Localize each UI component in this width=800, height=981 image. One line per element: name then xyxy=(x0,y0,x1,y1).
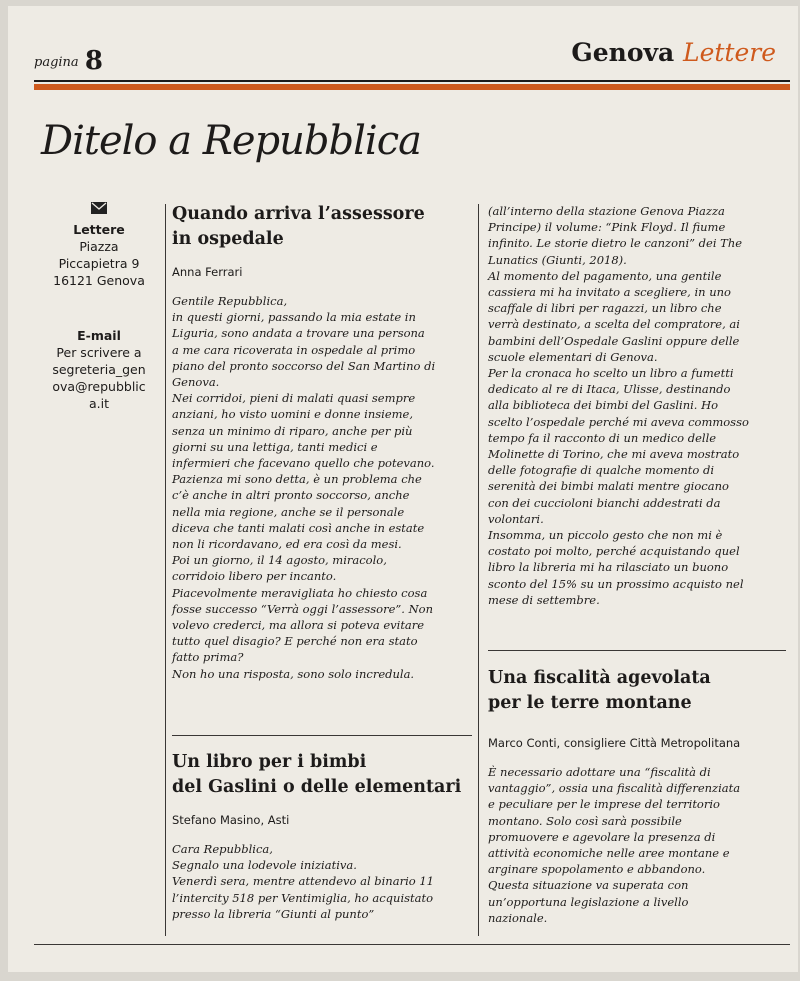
body-line: verrà destinato, a scelta del compratore, ai xyxy=(488,317,740,332)
letter-author: Marco Conti, consigliere Città Metropolitana xyxy=(488,736,741,750)
column-divider xyxy=(478,204,479,936)
body-line: fatto prima? xyxy=(172,650,244,665)
letter-2-continued xyxy=(488,203,788,608)
body-line: piano del pronto soccorso del San Martino di xyxy=(172,358,436,373)
body-line: dedicato al re di Itaca, Ulisse, destinando xyxy=(488,382,731,397)
page-number-value: 8 xyxy=(84,46,103,76)
body-line: Piacevolmente meravigliata ho chiesto cosa xyxy=(172,585,428,600)
letter-headline xyxy=(172,202,472,252)
body-line: tutto quel disagio? E perché non era stato xyxy=(172,634,418,649)
body-line: Questa situazione va superata con xyxy=(488,878,689,893)
body-line: Venerdì sera, mentre attendevo al binario 11 xyxy=(172,874,434,889)
body-line: Liguria, sono andata a trovare una persona xyxy=(172,326,425,341)
body-line: e peculiare per le imprese del territorio xyxy=(488,797,720,812)
body-line: scelto l’ospedale perché mi aveva commosso xyxy=(488,414,749,429)
article-divider xyxy=(172,735,472,736)
body-line: volontari. xyxy=(488,511,544,526)
body-line: giorni su una lettiga, tanti medici e xyxy=(172,439,378,454)
body-line: vantaggio”, ossia una fiscalità differenziata xyxy=(488,781,741,796)
body-line: Insomma, un piccolo gesto che non mi è xyxy=(488,528,723,543)
body-line: tempo fa il racconto di un medico delle xyxy=(488,430,717,445)
body-line: Non ho una risposta, sono solo incredula. xyxy=(172,666,415,681)
email-label: E-mail xyxy=(77,328,121,343)
body-line: in questi giorni, passando la mia estate in xyxy=(172,310,416,325)
article-divider xyxy=(488,650,786,651)
body-line: promuovere e agevolare la presenza di xyxy=(488,829,716,844)
email-text: Per scrivere a xyxy=(56,345,142,360)
headline-line: in ospedale xyxy=(172,229,284,249)
headline-line: Una fiscalità agevolata xyxy=(488,668,711,688)
letter-body xyxy=(488,203,788,608)
page-number xyxy=(34,46,103,76)
body-line: (all’interno della stazione Genova Piazza xyxy=(488,204,725,218)
body-line: nella mia regione, anche se il personale xyxy=(172,504,405,519)
header-rule xyxy=(34,80,790,82)
body-line: libro la libreria mi ha rilasciato un buono xyxy=(488,560,729,575)
body-line: Pazienza mi sono detta, è un problema che xyxy=(172,472,422,487)
body-line: scaffale di libri per ragazzi, un libro che xyxy=(488,301,722,316)
body-line: fosse successo “Verrà oggi l’assessore”. Non xyxy=(172,601,433,616)
body-line: l’intercity 518 per Ventimiglia, ho acquistato xyxy=(172,890,434,905)
body-line: con dei cuccioloni bianchi addestrati da xyxy=(488,495,721,510)
letter-headline xyxy=(172,750,472,800)
body-line: Poi un giorno, il 14 agosto, miracolo, xyxy=(172,553,387,568)
letter-2 xyxy=(172,750,472,922)
newspaper-page xyxy=(8,6,798,972)
body-line: Genova. xyxy=(172,375,220,390)
letter-body xyxy=(172,841,472,922)
body-line: un’opportuna legislazione a livello xyxy=(488,894,689,909)
address-line: 16121 Genova xyxy=(53,273,145,288)
body-line: montano. Solo così sarà possibile xyxy=(488,813,682,828)
page-title: Ditelo a Repubblica xyxy=(41,118,421,164)
body-line: scuole elementari di Genova. xyxy=(488,349,658,364)
body-line: cassiera mi ha invitato a scegliere, in uno xyxy=(488,285,731,300)
headline-line: Quando arriva l’assessore xyxy=(172,204,425,224)
column-divider xyxy=(165,204,166,936)
body-line: infinito. Le storie dietro le canzoni” dei The xyxy=(488,236,743,251)
body-line: alla biblioteca dei bimbi del Gaslini. Ho xyxy=(488,398,719,413)
body-line: Nei corridoi, pieni di malati quasi sempre xyxy=(172,391,416,406)
section-title xyxy=(571,38,776,67)
letter-body xyxy=(172,293,472,682)
letter-author: Stefano Masino, Asti xyxy=(172,813,290,827)
body-line: Per la cronaca ho scelto un libro a fumetti xyxy=(488,366,734,381)
body-line: anziani, ho visto uomini e donne insieme, xyxy=(172,407,414,422)
body-line: infermieri che facevano quello che potevano. xyxy=(172,456,435,471)
body-line: diceva che tanti malati così anche in estate xyxy=(172,520,425,535)
body-line: arginare spopolamento e abbandono. xyxy=(488,862,706,877)
body-line: È necessario adottare una “fiscalità di xyxy=(488,765,711,779)
section-sub: Lettere xyxy=(682,38,776,67)
body-line: attività economiche nelle aree montane e xyxy=(488,846,730,861)
body-line: mese di settembre. xyxy=(488,592,600,607)
body-line: Gentile Repubblica, xyxy=(172,294,288,308)
section-main: Genova xyxy=(571,38,675,67)
letters-label: Lettere xyxy=(73,222,125,237)
letter-headline xyxy=(488,666,788,716)
body-line: Segnalo una lodevole iniziativa. xyxy=(172,858,357,873)
body-line: a me cara ricoverata in ospedale al primo xyxy=(172,342,416,357)
body-line: Cara Repubblica, xyxy=(172,842,273,856)
body-line: non li ricordavano, ed era così da mesi. xyxy=(172,537,402,552)
body-line: sconto del 15% su un prossimo acquisto nel xyxy=(488,576,744,591)
body-line: Principe) il volume: “Pink Floyd. Il fiume xyxy=(488,220,726,235)
body-line: nazionale. xyxy=(488,910,548,925)
email-text: a.it xyxy=(88,396,109,411)
body-line: delle fotografie di qualche momento di xyxy=(488,463,715,478)
email-text: ova@repubblic xyxy=(52,379,146,394)
letter-body xyxy=(488,764,788,926)
page-label: pagina xyxy=(34,55,79,70)
footer-rule xyxy=(34,944,790,945)
header-accent-rule xyxy=(34,84,790,90)
email-text: segreteria_gen xyxy=(52,362,146,377)
body-line: volevo crederci, ma allora si poteva evitare xyxy=(172,618,425,633)
address-line: Piccapietra 9 xyxy=(58,256,140,271)
body-line: senza un minimo di riparo, anche per più xyxy=(172,423,413,438)
body-line: Molinette di Torino, che mi aveva mostrato xyxy=(488,447,740,462)
letter-3 xyxy=(488,666,788,926)
headline-line: del Gaslini o delle elementari xyxy=(172,777,462,797)
body-line: corridoio libero per incanto. xyxy=(172,569,337,584)
body-line: c’è anche in altri pronto soccorso, anche xyxy=(172,488,410,503)
contact-sidebar xyxy=(34,201,164,412)
headline-line: per le terre montane xyxy=(488,693,692,713)
headline-line: Un libro per i bimbi xyxy=(172,752,367,772)
body-line: costato poi molto, perché acquistando quel xyxy=(488,544,740,559)
body-line: Lunatics (Giunti, 2018). xyxy=(488,252,627,267)
body-line: Al momento del pagamento, una gentile xyxy=(488,268,722,283)
body-line: presso la libreria “Giunti al punto” xyxy=(172,906,375,921)
address-line: Piazza xyxy=(79,239,119,254)
body-line: serenità dei bimbi malati mentre giocano xyxy=(488,479,729,494)
body-line: bambini dell’Ospedale Gaslini oppure delle xyxy=(488,333,740,348)
envelope-icon xyxy=(34,201,164,221)
letter-1 xyxy=(172,202,472,682)
letter-author: Anna Ferrari xyxy=(172,265,243,279)
